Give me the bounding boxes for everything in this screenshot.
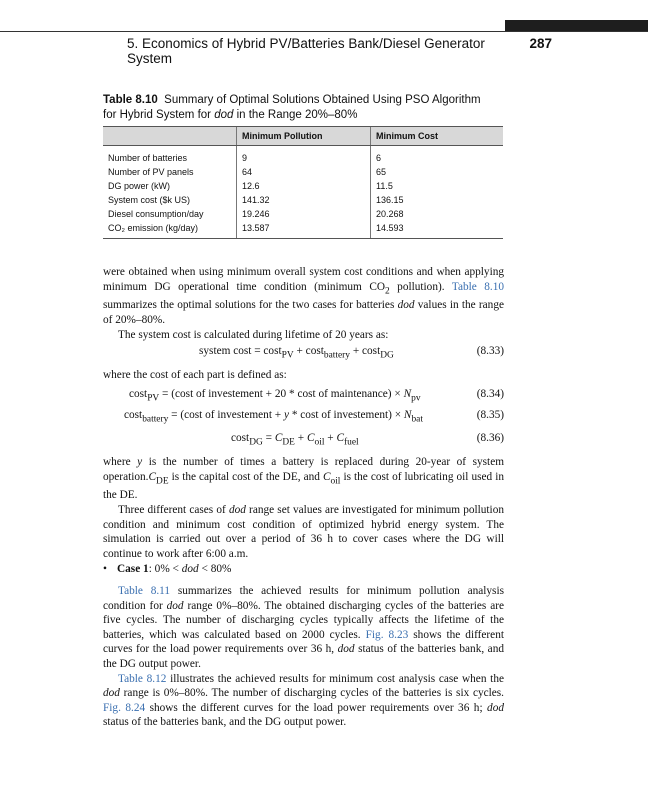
equation-8-33: system cost = cost$_{PV}$ + cost$_{battery}$ + cost$_{DG}$ (8.33) [199,345,504,361]
table-cell: 14.593 [371,221,504,239]
table-8-10-link[interactable]: Table 8.10 [451,280,505,293]
table-8-11-link[interactable]: Table 8.11 [118,585,171,597]
table-row [103,221,503,239]
table-cell: 19.246 [237,207,371,221]
table-cell: Number of PV panels [108,167,194,177]
table-header-cell [103,127,237,146]
table-cell: DG power (kW) [108,181,171,191]
table-cell: System cost ($k US) [108,195,191,205]
results-table [103,126,503,239]
paragraph-variable-definitions: where y is the number of times a battery is replaced during 20-year of system $operation.C_{DE}$ is the capital cost of the DE, and $C_{oil}$ is the cost of lubricating oil used in the DE. Three different cases of dod range set values are investigated for minimum pollution condition and minimum cost condition of optimized hybrid energy system. The simulation is carried out over a period of 36 h to cover cases where the DG will continue to work after 6:00 a.m. [103,456,504,560]
table-cell: 20.268 [371,207,504,221]
equation-number: (8.35) [476,409,504,421]
equation-8-34: cost$_{PV}$ = (cost of investement + 20 * cost of maintenance) × $N_{pv}$ (8.34) [129,388,504,404]
paragraph-results-intro: were obtained when using minimum overall system cost conditions and when applying minimum DG operational time condition (minimum $CO_2$ pollution). Table 8.10 summarizes the optimal solutions for the two cases for batteries dod values in the range of 20%–80%. The system cost is calculated during lifetime of 20 years as: [103,266,505,341]
page-number: 287 [529,36,552,51]
table-row [103,165,503,179]
section-title: 5. Economics of Hybrid PV/Batteries Bank/Diesel Generator System [127,36,485,66]
table-cell: 141.32 [237,193,371,207]
table-row [103,207,503,221]
table-header-row [103,127,503,146]
header-bar [505,20,648,31]
table-row [103,179,503,193]
fig-8-23-link[interactable]: Fig. 8.23 [365,628,409,641]
equation-number: (8.34) [476,388,504,400]
paragraph-case-1: Table 8.11 summarizes the achieved results for minimum pollution analysis condition for dod range 0%–80%. The obtained discharging cycles of the batteries are five cycles. The number of discharging cycles typically affects the lifetime of the batteries, which was calculated based on 2000 cycles. Fig. 8.23 shows the different curves for the load power requirements over 36 h, dod status of the batteries bank, and the DG output power. Table 8.12 illustrates the achieved results for minimum cost analysis case when the dod range is 0%–80%. The number of discharging cycles of the batteries is six cycles. Fig. 8.24 shows the different curves for the load power requirements over 36 h; dod status of the batteries bank, and the DG output power. [103,585,504,729]
paragraph-min-cost: Table 8.12 illustrates the achieved results for minimum cost analysis case when the dod range is 0%–80%. The number of discharging cycles of the batteries is six cycles. Fig. 8.24 shows the different curves for the load power requirements over 36 h; dod status of the batteries bank, and the DG output power. [103,672,504,729]
table-cell: Diesel consumption/day [108,209,204,219]
equation-number: (8.33) [476,345,504,357]
table-cell: CO₂ emission (kg/day) [103,221,237,239]
table-cell: 64 [237,165,371,179]
table-header-cell: Minimum Cost [371,127,504,146]
table-8-12-link[interactable]: Table 8.12 [118,672,167,685]
table-cell: 136.15 [371,193,504,207]
table-cell: 65 [371,165,504,179]
table-cell: Number of batteries [108,153,188,163]
case-1-heading: • Case 1: 0% < dod < 80% [103,563,232,575]
paragraph-three-cases: Three different cases of dod range set values are investigated for minimum pollution condition and minimum cost condition of optimized hybrid energy system. The simulation is carried out over a period of 36 h to cover cases where the DG will continue to work after 6:00 a.m. [103,504,504,560]
table-cell: 6 [371,146,504,166]
paragraph-where-cost: where the cost of each part is defined as: [103,369,287,381]
equation-number: (8.36) [476,432,504,444]
header-rule [0,31,648,32]
table-cell: 11.5 [371,179,504,193]
paragraph-system-cost: The system cost is calculated during lifetime of 20 years as: [118,328,389,341]
table-row [103,193,503,207]
running-header [127,36,552,66]
fig-8-24-link[interactable]: Fig. 8.24 [103,701,146,714]
table-label: Table 8.10 [103,94,158,106]
equation-8-36: $\cos t_{DG} = C_{DE} + C_{oil} + C_{fuel}$ (8.36) [231,432,504,448]
table-row [103,146,503,166]
table-header-cell: Minimum Pollution [237,127,371,146]
table-cell: 12.6 [237,179,371,193]
table-cell: 9 [237,146,371,166]
table-cell: 13.587 [237,221,371,239]
equation-8-35: cost$_{battery}$ = (cost of investement + y * cost of investement) × $N_{bat}$ (8.35) [124,409,504,425]
table-caption: Table 8.10 Summary of Optimal Solutions Obtained Using PSO Algorithm for Hybrid System for dod in the Range 20%–80% [103,94,481,121]
